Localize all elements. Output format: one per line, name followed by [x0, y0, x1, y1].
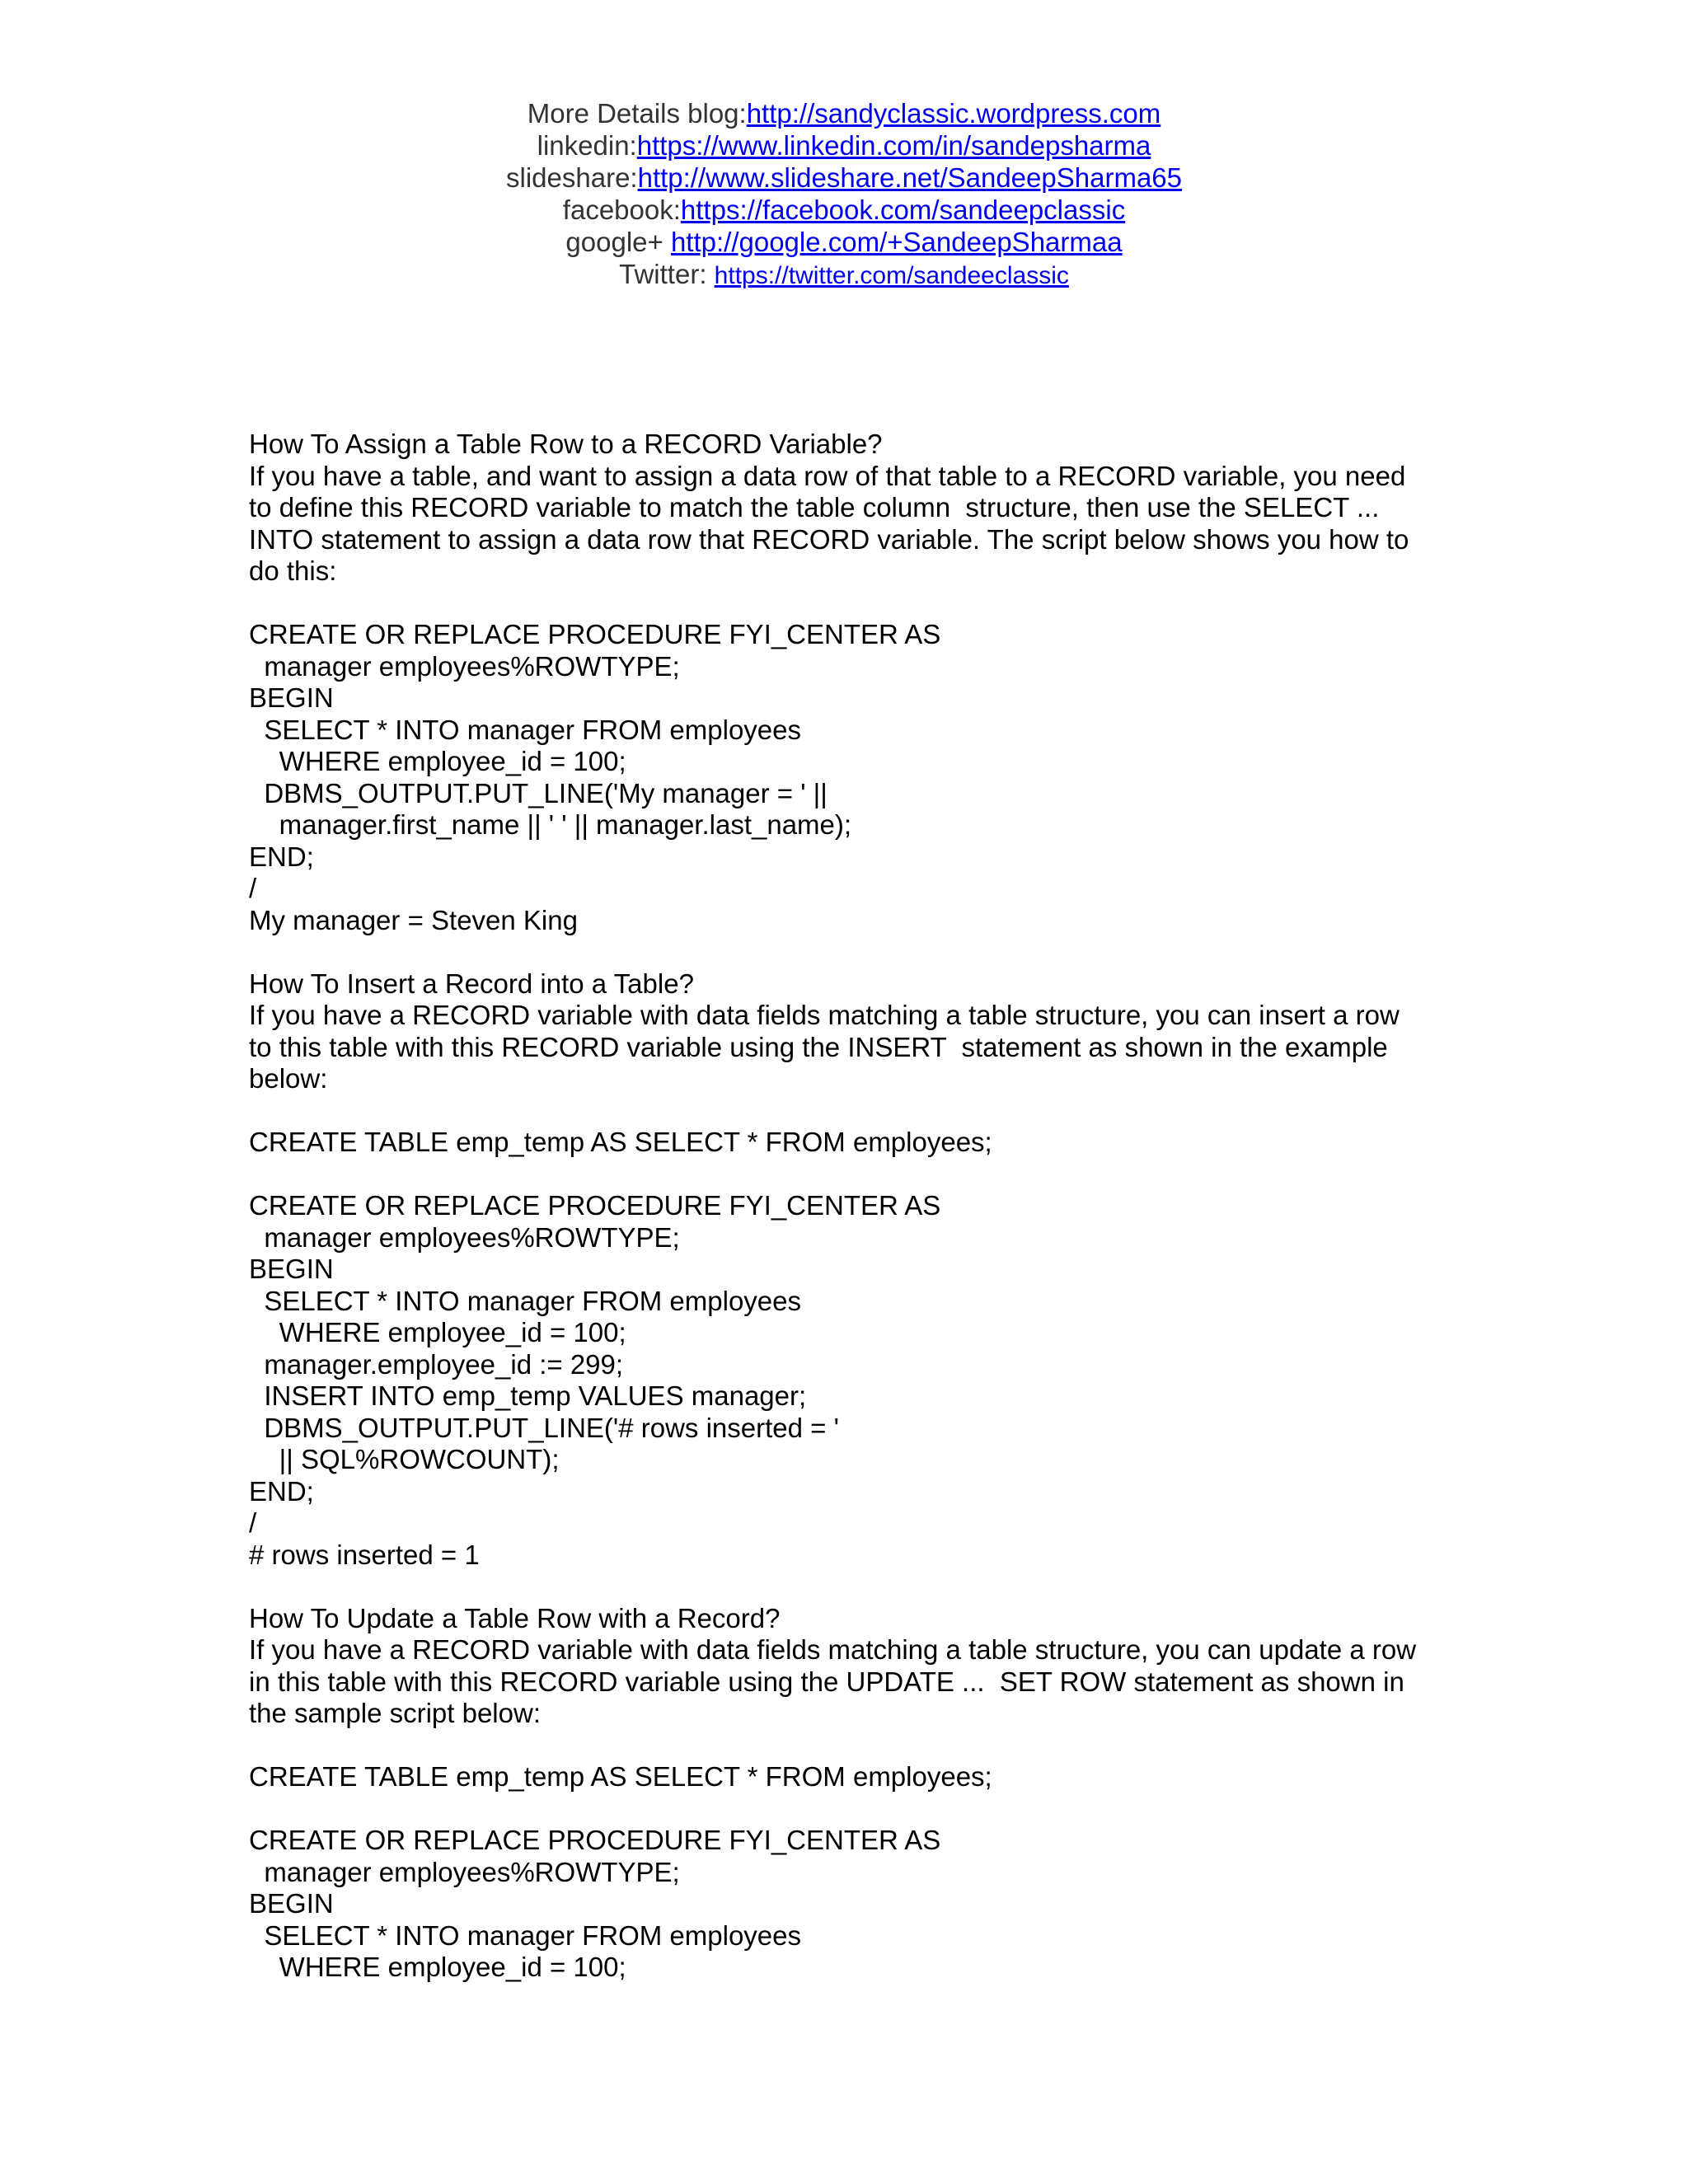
code-line: DBMS_OUTPUT.PUT_LINE('My manager = ' ||: [249, 777, 828, 808]
code-block: [249, 1825, 1452, 1984]
paragraph-line: below:: [249, 1063, 328, 1094]
code-line: CREATE TABLE emp_temp AS SELECT * FROM employees;: [249, 1761, 992, 1792]
paragraph-line: do this:: [249, 555, 337, 586]
spacer: [249, 1571, 1452, 1603]
paragraph-line: to define this RECORD variable to match the table column structure, then use the SELECT ...: [249, 492, 1380, 523]
google-link[interactable]: http://google.com/+SandeepSharmaa: [670, 227, 1123, 257]
twitter-link[interactable]: https://twitter.com/sandeeclassic: [714, 262, 1069, 289]
code-line: || SQL%ROWCOUNT);: [249, 1444, 560, 1474]
facebook-link[interactable]: https://facebook.com/sandeepclassic: [680, 194, 1126, 225]
section-insert-record: [249, 968, 1452, 1603]
paragraph-line: If you have a table, and want to assign a data row of that table to a RECORD variable, you need: [249, 460, 1406, 491]
linkedin-link[interactable]: https://www.linkedin.com/in/sandepsharma: [636, 130, 1151, 161]
section-update-record: [249, 1603, 1452, 1984]
spacer: [249, 1730, 1452, 1762]
code-block: [249, 619, 1452, 936]
code-line: DBMS_OUTPUT.PUT_LINE('# rows inserted = ': [249, 1412, 839, 1443]
facebook-link-line: [0, 194, 1688, 226]
paragraph-line: INTO statement to assign a data row that RECORD variable. The script below shows you how to: [249, 523, 1409, 555]
paragraph-line: to this table with this RECORD variable using the INSERT statement as shown in the example: [249, 1031, 1388, 1062]
code-line: BEGIN: [249, 682, 334, 713]
code-line: manager employees%ROWTYPE;: [249, 1221, 680, 1253]
code-block: [249, 1127, 1452, 1159]
section-heading: How To Insert a Record into a Table?: [249, 968, 694, 999]
code-output-line: My manager = Steven King: [249, 904, 578, 935]
code-line: WHERE employee_id = 100;: [249, 1317, 626, 1347]
spacer: [249, 1159, 1452, 1191]
code-line: BEGIN: [249, 1254, 334, 1284]
paragraph-line: If you have a RECORD variable with data fields matching a table structure, you can update a row: [249, 1634, 1417, 1665]
code-line: SELECT * INTO manager FROM employees: [249, 1919, 802, 1951]
code-line: SELECT * INTO manager FROM employees: [249, 1285, 802, 1316]
spacer: [249, 1793, 1452, 1825]
linkedin-link-line: [0, 129, 1688, 162]
linkedin-label: linkedin:: [537, 130, 637, 161]
code-line: /: [249, 873, 257, 903]
code-line: manager employees%ROWTYPE;: [249, 1856, 680, 1887]
spacer: [249, 588, 1452, 620]
paragraph-line: the sample script below:: [249, 1698, 541, 1728]
code-line: SELECT * INTO manager FROM employees: [249, 714, 802, 745]
spacer: [249, 936, 1452, 968]
section-heading: How To Assign a Table Row to a RECORD Variable?: [249, 429, 883, 459]
slideshare-link[interactable]: http://www.slideshare.net/SandeepSharma65: [637, 162, 1182, 193]
slideshare-link-line: [0, 162, 1688, 194]
code-line: CREATE TABLE emp_temp AS SELECT * FROM employees;: [249, 1127, 992, 1157]
section-heading: How To Update a Table Row with a Record?: [249, 1602, 781, 1633]
code-line: BEGIN: [249, 1888, 334, 1919]
code-block: [249, 1761, 1452, 1793]
code-line: END;: [249, 841, 314, 872]
section-assign-record: [249, 429, 1452, 968]
header-links: [0, 97, 1688, 292]
code-line: manager.employee_id := 299;: [249, 1348, 624, 1380]
paragraph-line: in this table with this RECORD variable using the UPDATE ... SET ROW statement as shown in: [249, 1666, 1404, 1697]
google-link-line: [0, 226, 1688, 258]
google-label: google+: [565, 227, 671, 257]
document-body: [249, 429, 1452, 1984]
blog-link[interactable]: http://sandyclassic.wordpress.com: [746, 98, 1161, 129]
facebook-label: facebook:: [562, 194, 681, 225]
spacer: [249, 1095, 1452, 1127]
code-line: manager.first_name || ' ' || manager.last_name);: [249, 809, 852, 840]
code-line: /: [249, 1507, 257, 1538]
code-line: manager employees%ROWTYPE;: [249, 650, 680, 682]
code-line: WHERE employee_id = 100;: [249, 1952, 626, 1982]
code-line: CREATE OR REPLACE PROCEDURE FYI_CENTER AS: [249, 619, 941, 649]
code-line: CREATE OR REPLACE PROCEDURE FYI_CENTER AS: [249, 1190, 941, 1221]
code-output-line: # rows inserted = 1: [249, 1539, 480, 1570]
blog-link-line: [0, 97, 1688, 129]
twitter-label: Twitter:: [619, 259, 715, 289]
code-block: [249, 1190, 1452, 1571]
blog-label: More Details blog:: [527, 98, 747, 129]
code-line: INSERT INTO emp_temp VALUES manager;: [249, 1380, 807, 1411]
code-line: WHERE employee_id = 100;: [249, 746, 626, 776]
paragraph-line: If you have a RECORD variable with data fields matching a table structure, you can insert a row: [249, 1000, 1400, 1030]
code-line: CREATE OR REPLACE PROCEDURE FYI_CENTER AS: [249, 1825, 941, 1855]
twitter-link-line: [0, 258, 1688, 292]
code-line: END;: [249, 1475, 314, 1507]
slideshare-label: slideshare:: [506, 162, 638, 193]
